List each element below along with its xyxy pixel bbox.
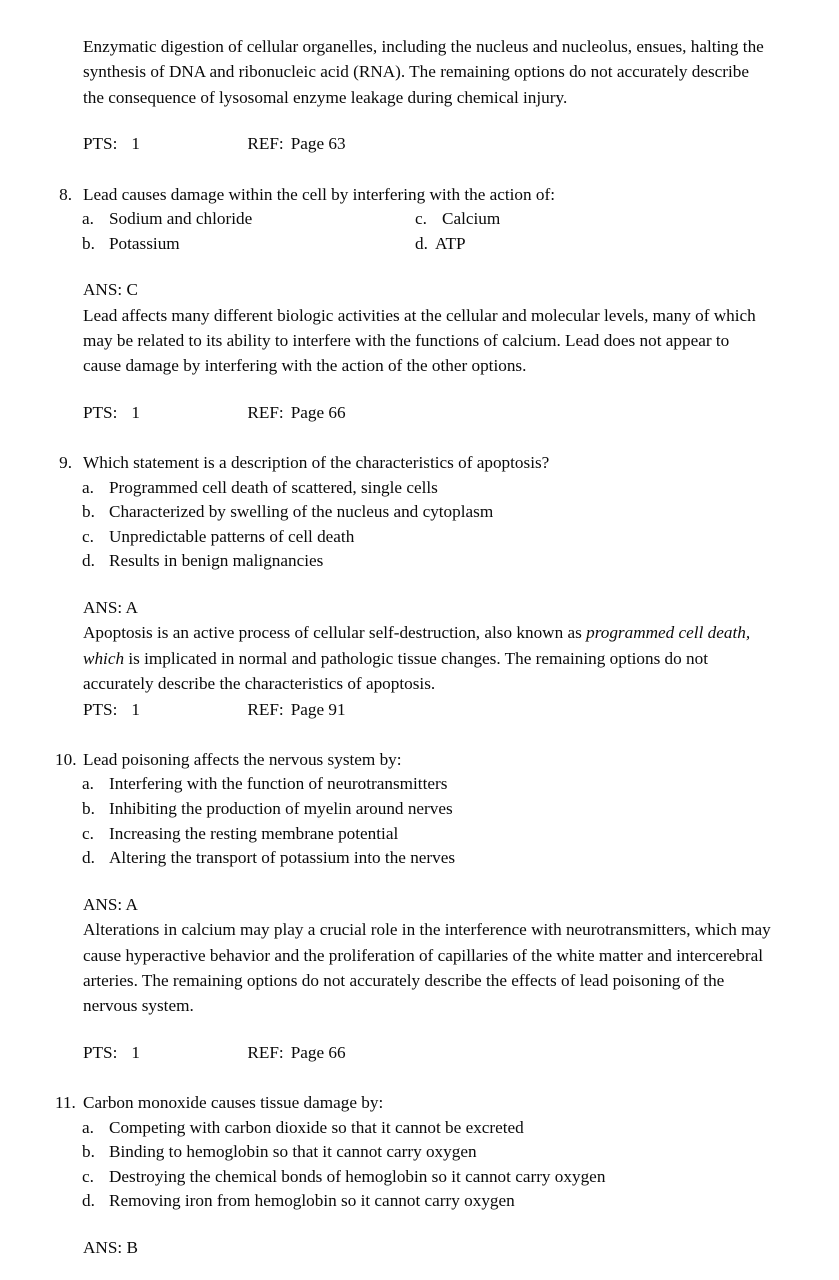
option-letter: b. [82,799,95,819]
intro-rationale-paragraph: Enzymatic digestion of cellular organelles, including the nucleus and nucleolus, ensues, halting the synthesis of DNA and ribonucleic acid (RNA). The remaining options do not accurately describe the consequence of lysosomal enzyme leakage during chemical injury. [83,37,764,107]
option-letter: a. [82,477,94,497]
option-item-b[interactable] [82,232,180,257]
option-item-c[interactable] [82,822,755,847]
rationale-text-part2: is implicated in normal and pathologic tissue changes. The remaining options do not accurately describe the characteristics of apoptosis. [83,648,709,694]
pts-ref-line-8 [83,400,755,425]
option-letter: b. [82,1142,95,1162]
option-letter: b. [82,502,95,522]
option-letter: c. [82,1166,94,1186]
option-text: Calcium [442,209,501,229]
option-text: Competing with carbon dioxide so that it cannot be excreted [109,1117,524,1137]
option-row [82,207,755,232]
option-text: ATP [435,233,466,253]
option-list-11 [55,1116,755,1214]
pts-label: PTS: [83,1042,118,1062]
option-item-d[interactable] [82,846,755,871]
option-text: Binding to hemoglobin so that it cannot carry oxygen [109,1142,477,1162]
question-block-9 [55,450,755,475]
option-text: Increasing the resting membrane potential [109,823,399,843]
ref-value: Page 63 [290,134,346,154]
rationale-9 [83,620,771,696]
option-item-d[interactable] [82,1189,755,1214]
question-stem: Which statement is a description of the characteristics of apoptosis? [83,453,550,473]
spacer [55,1019,755,1040]
question-block-11 [55,1090,755,1115]
question-stem: Lead causes damage within the cell by interfering with the action of: [83,184,556,204]
answer-label-9: ANS: A [83,598,138,618]
spacer [55,425,755,450]
ref-label: REF: [247,699,284,719]
option-text: Unpredictable patterns of cell death [109,526,355,546]
option-letter: c. [82,526,94,546]
option-text: Destroying the chemical bonds of hemoglobin so it cannot carry oxygen [109,1166,606,1186]
option-item-b[interactable] [82,500,755,525]
ref-value: Page 66 [290,402,346,422]
option-letter: d. [82,848,95,868]
option-letter: d. [82,1191,95,1211]
ref-label: REF: [247,1042,284,1062]
question-number: 11. [55,1093,76,1113]
ref-label: REF: [247,402,284,422]
option-letter: a. [82,1117,94,1137]
answer-label-11: ANS: B [83,1238,138,1258]
question-number: 10. [55,750,77,770]
option-list-10 [55,772,755,870]
rationale-text-part1: Apoptosis is an active process of cellular self-destruction, also known as [83,623,587,643]
option-item-b[interactable] [82,797,755,822]
option-text: Sodium and chloride [109,209,253,229]
pts-value: 1 [131,699,140,719]
answer-label-10: ANS: A [83,894,138,914]
answer-label-8: ANS: C [83,280,138,300]
option-letter: c. [82,823,94,843]
spacer [55,1214,755,1235]
option-letter: a. [82,209,94,229]
option-letter: d. [415,233,428,253]
pts-ref-line-9 [83,697,755,722]
option-item-b[interactable] [82,1140,755,1165]
ref-value: Page 66 [290,1042,346,1062]
question-block-8 [55,182,755,207]
question-stem: Carbon monoxide causes tissue damage by: [83,1093,384,1113]
ref-label: REF: [247,134,284,154]
question-number: 9. [59,453,72,473]
option-text: Interfering with the function of neurotransmitters [109,774,448,794]
option-item-c[interactable] [82,1165,755,1190]
option-text: Results in benign malignancies [109,551,324,571]
option-item-a[interactable] [82,476,755,501]
intro-pts-ref-line [83,131,755,156]
option-letter: c. [415,209,427,229]
option-letter: d. [82,551,95,571]
page-content [55,34,771,1260]
option-text: Programmed cell death of scattered, single cells [109,477,438,497]
option-letter: b. [82,233,95,253]
option-item-c[interactable] [415,207,500,232]
option-list-8 [82,207,755,256]
option-item-a[interactable] [82,772,755,797]
question-stem: Lead poisoning affects the nervous system by: [83,750,402,770]
question-block-10 [55,747,755,772]
option-text: Inhibiting the production of myelin around nerves [109,799,453,819]
option-text: Removing iron from hemoglobin so it cannot carry oxygen [109,1191,515,1211]
option-text: Potassium [109,233,180,253]
option-letter: a. [82,774,94,794]
pts-value: 1 [131,134,140,154]
rationale-emphasis: programmed cell death, which [83,623,751,668]
spacer [55,722,755,747]
option-text: Characterized by swelling of the nucleus and cytoplasm [109,502,494,522]
spacer [55,157,755,182]
spacer [55,574,755,595]
spacer [55,871,755,892]
option-text: Altering the transport of potassium into the nerves [109,848,456,868]
option-list-9 [55,476,755,574]
pts-label: PTS: [83,402,118,422]
option-item-a[interactable] [82,207,252,232]
option-item-c[interactable] [82,525,755,550]
spacer [55,1065,755,1090]
pts-label: PTS: [83,134,118,154]
spacer [55,256,755,277]
pts-value: 1 [131,1042,140,1062]
pts-label: PTS: [83,699,118,719]
pts-value: 1 [131,402,140,422]
rationale-8: Lead affects many different biologic activities at the cellular and molecular levels, many of which may be related to its ability to interfere with the functions of calcium. Lead does not appear to cause damage by interfering with the action of the other options. [83,305,756,376]
ref-value: Page 91 [290,699,346,719]
option-item-d[interactable] [82,549,755,574]
spacer [55,110,755,131]
option-item-a[interactable] [82,1116,755,1141]
option-item-d[interactable] [415,232,466,257]
question-number: 8. [59,184,72,204]
option-row [82,232,755,257]
rationale-10: Alterations in calcium may play a crucial role in the interference with neurotransmitters, which may cause hyperactive behavior and the proliferation of capillaries of the white matter and intercerebral arteries. The remaining options do not accurately describe the effects of lead poisoning of the nervous system. [83,920,771,1016]
pts-ref-line-10 [83,1040,755,1065]
spacer [55,379,755,400]
